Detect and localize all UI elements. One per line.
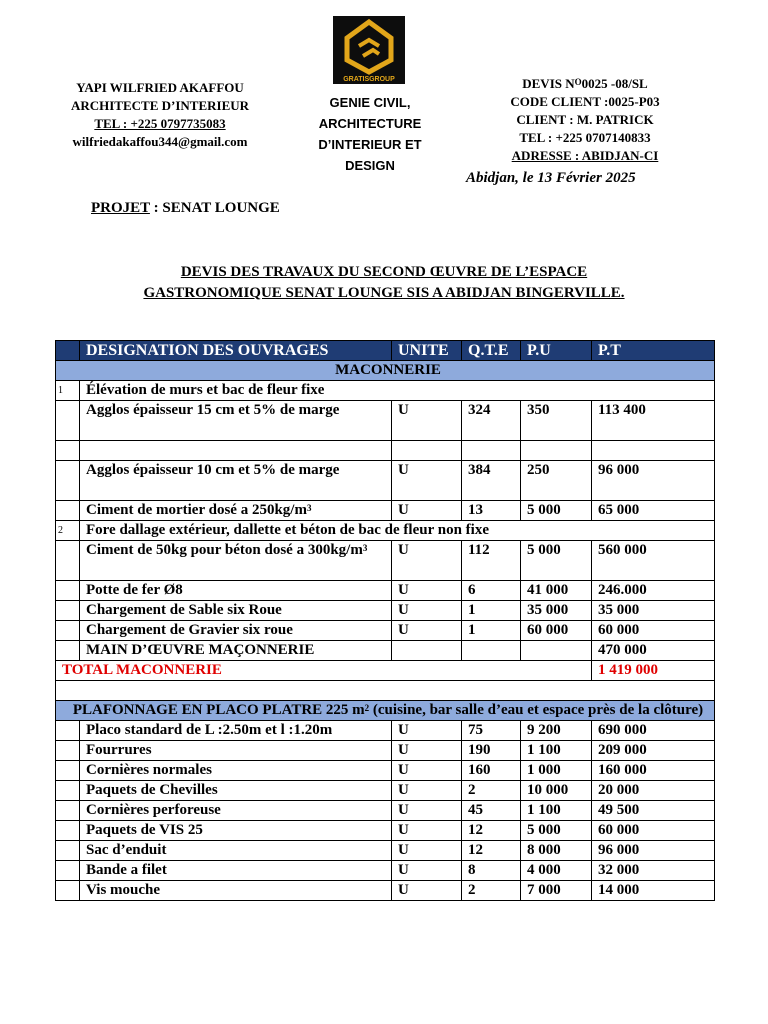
cell-qte: 8 — [462, 861, 521, 881]
cell-pu: 1 100 — [521, 801, 592, 821]
table-row — [56, 601, 715, 621]
table-row — [56, 861, 715, 881]
table-row — [56, 841, 715, 861]
client-address: ADRESSE : ABIDJAN-CI — [511, 148, 659, 163]
cell-designation: Potte de fer Ø8 — [80, 581, 392, 601]
cell-pt: 470 000 — [592, 641, 715, 661]
cell-pt: 560 000 — [592, 541, 715, 581]
cell-qte: 45 — [462, 801, 521, 821]
cell-num — [56, 741, 80, 761]
plafonnage-rows — [56, 721, 715, 901]
company-line: GENIE CIVIL, — [329, 95, 411, 110]
title-line: DEVIS DES TRAVAUX DU SECOND ŒUVRE DE L’ESPACE — [180, 264, 588, 280]
header-num — [56, 341, 80, 361]
table-row — [56, 801, 715, 821]
cell-unite: U — [392, 861, 462, 881]
cell-qte: 12 — [462, 821, 521, 841]
table-row — [56, 501, 715, 521]
empty-row — [56, 681, 715, 701]
cell-unite: U — [392, 461, 462, 501]
cell-pu: 4 000 — [521, 861, 592, 881]
table-row — [56, 461, 715, 501]
cell-qte: 1 — [462, 601, 521, 621]
cell-designation: Agglos épaisseur 10 cm et 5% de marge — [80, 461, 392, 501]
cell-num — [56, 801, 80, 821]
client-info — [480, 75, 690, 165]
cell-num — [56, 821, 80, 841]
cell-unite: U — [392, 501, 462, 521]
cell-designation: Paquets de Chevilles — [80, 781, 392, 801]
cell-qte: 12 — [462, 841, 521, 861]
group-number: 2 — [56, 521, 80, 541]
cell-pt: 60 000 — [592, 821, 715, 841]
cell-pt: 209 000 — [592, 741, 715, 761]
total-value: 1 419 000 — [592, 661, 715, 681]
cell-pt: 690 000 — [592, 721, 715, 741]
cell-designation: Bande a filet — [80, 861, 392, 881]
cell-unite: U — [392, 721, 462, 741]
cell-designation: Sac d’enduit — [80, 841, 392, 861]
cell-pt: 113 400 — [592, 401, 715, 441]
cell-pt: 32 000 — [592, 861, 715, 881]
architect-info — [40, 79, 280, 151]
cell-pt: 96 000 — [592, 841, 715, 861]
cell-num — [56, 461, 80, 501]
client-name: CLIENT : M. PATRICK — [516, 112, 654, 127]
cell-designation: Cornières normales — [80, 761, 392, 781]
cell-num — [56, 881, 80, 901]
cell-qte: 1 — [462, 621, 521, 641]
architect-email: wilfriedakaffou344@gmail.com — [72, 134, 248, 149]
cell-unite: U — [392, 841, 462, 861]
cell-num — [56, 761, 80, 781]
table-row — [56, 741, 715, 761]
cell-pu: 8 000 — [521, 841, 592, 861]
project-value: : SENAT LOUNGE — [149, 200, 280, 216]
header-designation: DESIGNATION DES OUVRAGES — [80, 341, 392, 361]
cell-pt: 49 500 — [592, 801, 715, 821]
project-line — [91, 200, 280, 217]
cell-pu: 5 000 — [521, 501, 592, 521]
project-label: PROJET — [91, 200, 150, 216]
cell-unite: U — [392, 761, 462, 781]
cell-pu: 5 000 — [521, 541, 592, 581]
cell-unite: U — [392, 581, 462, 601]
table-row — [56, 881, 715, 901]
cell-num — [56, 621, 80, 641]
cell-qte: 324 — [462, 401, 521, 441]
cell-pt: 65 000 — [592, 501, 715, 521]
architect-tel: TEL : +225 0797735083 — [94, 116, 226, 131]
cell-qte: 2 — [462, 881, 521, 901]
cell-pu: 41 000 — [521, 581, 592, 601]
cell-pu: 1 000 — [521, 761, 592, 781]
designation-sup: 3 — [362, 543, 368, 553]
cell-designation — [80, 541, 392, 581]
section-plafonnage — [56, 701, 715, 721]
cell-num — [56, 861, 80, 881]
designation-text: Ciment de 50kg pour béton dosé a 300kg/m — [86, 542, 363, 558]
cell-designation: Cornières perforeuse — [80, 801, 392, 821]
header-pt: P.T — [592, 341, 715, 361]
cell-designation: Paquets de VIS 25 — [80, 821, 392, 841]
group-row — [56, 521, 715, 541]
cell-unite — [392, 641, 462, 661]
devis-num: 0025 -08/SL — [581, 76, 648, 91]
cell-qte: 190 — [462, 741, 521, 761]
cell-pu: 350 — [521, 401, 592, 441]
table-row — [56, 621, 715, 641]
devis-number — [480, 75, 690, 93]
cell-designation: Placo standard de L :2.50m et l :1.20m — [80, 721, 392, 741]
table-row — [56, 781, 715, 801]
company-line: D’INTERIEUR ET — [318, 137, 422, 152]
table-row — [56, 581, 715, 601]
cell-pt: 246.000 — [592, 581, 715, 601]
cell-pt: 160 000 — [592, 761, 715, 781]
cell-pu: 60 000 — [521, 621, 592, 641]
header-unite: UNITE — [392, 341, 462, 361]
cell-num — [56, 721, 80, 741]
cell-pt: 14 000 — [592, 881, 715, 901]
cell-unite: U — [392, 881, 462, 901]
cell-pu — [521, 641, 592, 661]
cell-pu: 7 000 — [521, 881, 592, 901]
cell-designation: Fourrures — [80, 741, 392, 761]
cell-num — [56, 641, 80, 661]
group-number: 1 — [56, 381, 80, 401]
cell-designation: Vis mouche — [80, 881, 392, 901]
cell-designation — [80, 501, 392, 521]
cell-pu: 9 200 — [521, 721, 592, 741]
cell-qte — [462, 641, 521, 661]
architect-name: YAPI WILFRIED AKAFFOU — [76, 80, 244, 95]
empty-row — [56, 441, 715, 461]
cell-qte: 2 — [462, 781, 521, 801]
cell-num — [56, 501, 80, 521]
section-sup: 2 — [364, 703, 370, 713]
table-row — [56, 761, 715, 781]
group-row — [56, 381, 715, 401]
table-row — [56, 541, 715, 581]
cell-pt: 20 000 — [592, 781, 715, 801]
document-title — [60, 262, 708, 304]
cell-pu: 250 — [521, 461, 592, 501]
cell-unite: U — [392, 601, 462, 621]
quote-table — [55, 340, 715, 901]
cell-pt: 35 000 — [592, 601, 715, 621]
section-maconnerie: MACONNERIE — [56, 361, 715, 381]
table-row — [56, 721, 715, 741]
table-row — [56, 821, 715, 841]
section-subtitle: (cuisine, bar salle d’eau et espace près de la clôture) — [369, 702, 704, 718]
group-title: Fore dallage extérieur, dallette et béton de bac de fleur non fixe — [80, 521, 715, 541]
cell-unite: U — [392, 741, 462, 761]
cell-unite: U — [392, 801, 462, 821]
designation-sup: 3 — [306, 503, 312, 513]
table-header — [56, 341, 715, 361]
section-title: PLAFONNAGE EN PLACO PLATRE 225 m — [72, 702, 365, 718]
cell-unite: U — [392, 821, 462, 841]
cell-unite: U — [392, 401, 462, 441]
cell-pu: 10 000 — [521, 781, 592, 801]
document-date: Abidjan, le 13 Février 2025 — [466, 170, 636, 186]
cell-pu: 35 000 — [521, 601, 592, 621]
cell-pt: 60 000 — [592, 621, 715, 641]
total-label: TOTAL MACONNERIE — [56, 661, 592, 681]
cell-qte: 13 — [462, 501, 521, 521]
cell-num — [56, 541, 80, 581]
architect-role: ARCHITECTE D’INTERIEUR — [70, 98, 250, 113]
cell-pt: 96 000 — [592, 461, 715, 501]
cell-num — [56, 601, 80, 621]
cell-pu: 1 100 — [521, 741, 592, 761]
cell-qte: 160 — [462, 761, 521, 781]
client-code: CODE CLIENT :0025-P03 — [510, 94, 660, 109]
cell-qte: 6 — [462, 581, 521, 601]
cell-num — [56, 841, 80, 861]
cell-qte: 112 — [462, 541, 521, 581]
designation-text: Ciment de mortier dosé a 250kg/m — [86, 502, 307, 518]
section-row — [56, 701, 715, 721]
header-pu: P.U — [521, 341, 592, 361]
cell-num — [56, 781, 80, 801]
cell-unite: U — [392, 541, 462, 581]
client-tel: TEL : +225 0707140833 — [519, 130, 651, 145]
logo-text: GRATISGROUP — [343, 76, 395, 83]
devis-sup: O — [574, 77, 582, 87]
devis-prefix: DEVIS N — [522, 76, 575, 91]
cell-num — [56, 401, 80, 441]
cell-designation: Chargement de Gravier six roue — [80, 621, 392, 641]
table-row — [56, 401, 715, 441]
company-line: ARCHITECTURE — [318, 116, 422, 131]
cell-designation: Agglos épaisseur 15 cm et 5% de marge — [80, 401, 392, 441]
company-line: DESIGN — [345, 158, 395, 173]
title-line: GASTRONOMIQUE SENAT LOUNGE SIS A ABIDJAN BINGERVILLE. — [143, 285, 625, 301]
cell-qte: 384 — [462, 461, 521, 501]
cell-designation: Chargement de Sable six Roue — [80, 601, 392, 621]
cell-qte: 75 — [462, 721, 521, 741]
cell-unite: U — [392, 621, 462, 641]
cell-num — [56, 581, 80, 601]
company-logo — [333, 16, 405, 84]
cell-unite: U — [392, 781, 462, 801]
section-row — [56, 361, 715, 381]
header-qte: Q.T.E — [462, 341, 521, 361]
group-title: Élévation de murs et bac de fleur fixe — [80, 381, 715, 401]
table-row — [56, 641, 715, 661]
total-row — [56, 661, 715, 681]
cell-designation: MAIN D’ŒUVRE MAÇONNERIE — [80, 641, 392, 661]
cell-pu: 5 000 — [521, 821, 592, 841]
company-description — [290, 92, 450, 176]
